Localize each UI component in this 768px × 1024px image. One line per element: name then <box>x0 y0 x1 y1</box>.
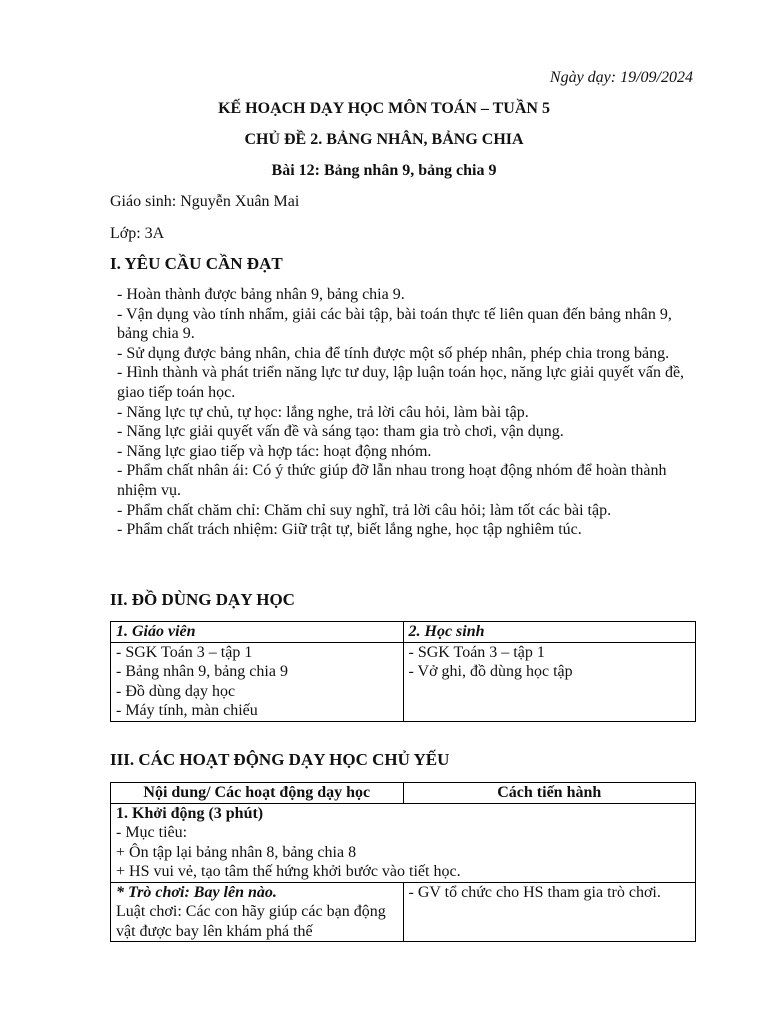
requirement-item: - Sử dụng được bảng nhân, chia để tính được một số phép nhân, phép chia trong bảng. <box>117 344 670 362</box>
teacher-materials-cell <box>111 642 404 721</box>
game-content-cell <box>111 882 404 942</box>
list-item: - Đồ dùng dạy học <box>116 682 236 700</box>
teacher-column-header: 1. Giáo viên <box>111 622 404 643</box>
requirement-item: - Vận dụng vào tính nhẩm, giải các bài tập, bài toán thực tế liên quan đến bảng nhân 9, bảng chia 9. <box>117 305 672 343</box>
list-item: - Bảng nhân 9, bảng chia 9 <box>116 663 288 680</box>
warmup-title: 1. Khởi động (3 phút) <box>116 804 264 822</box>
method-column-header: Cách tiến hành <box>403 783 696 804</box>
table-header-row <box>111 783 696 804</box>
game-rules: Luật chơi: Các con hãy giúp các bạn động vật được bay lên khám phá thế <box>116 903 386 940</box>
section-activities-heading: III. CÁC HOẠT ĐỘNG DẠY HỌC CHỦ YẾU <box>110 750 450 769</box>
game-method-cell <box>403 882 696 942</box>
teacher-name: Giáo sinh: Nguyễn Xuân Mai <box>110 193 300 210</box>
table-row <box>111 642 696 721</box>
list-item: - Máy tính, màn chiếu <box>116 702 258 719</box>
list-item: - Vở ghi, đồ dùng học tập <box>408 663 573 680</box>
requirement-item: - Năng lực giao tiếp và hợp tác: hoạt động nhóm. <box>117 442 432 460</box>
requirement-item: - Phẩm chất chăm chỉ: Chăm chỉ suy nghĩ, trả lời câu hỏi; làm tốt các bài tập. <box>117 501 612 519</box>
list-item: - SGK Toán 3 – tập 1 <box>408 643 545 661</box>
student-column-header: 2. Học sinh <box>403 622 696 643</box>
table-row <box>111 882 696 942</box>
requirement-item: - Hình thành và phát triển năng lực tư duy, lập luận toán học, năng lực giải quyết vấn đề, giao tiếp toán học. <box>117 364 685 401</box>
requirements-list <box>117 285 702 540</box>
plan-title: KẾ HOẠCH DẠY HỌC MÔN TOÁN – TUẦN 5 <box>218 100 550 117</box>
requirement-item: - Năng lực giải quyết vấn đề và sáng tạo: tham gia trò chơi, vận dụng. <box>117 423 564 441</box>
list-item: - Mục tiêu: <box>116 824 188 841</box>
game-method: - GV tổ chức cho HS tham gia trò chơi. <box>408 883 661 901</box>
table-row <box>111 803 696 882</box>
requirement-item: - Phẩm chất nhân ái: Có ý thức giúp đỡ lẫn nhau trong hoạt động nhóm để hoàn thành nhiệm vụ. <box>117 462 667 499</box>
requirement-item: - Phẩm chất trách nhiệm: Giữ trật tự, biết lắng nghe, học tập nghiêm túc. <box>117 521 582 539</box>
table-header-row <box>111 622 696 643</box>
list-item: + HS vui vẻ, tạo tâm thế hứng khởi bước vào tiết học. <box>116 863 461 880</box>
game-title: * Trò chơi: Bay lên nào. <box>116 883 277 901</box>
list-item: - SGK Toán 3 – tập 1 <box>116 643 253 661</box>
requirement-item: - Năng lực tự chủ, tự học: lắng nghe, trả lời câu hỏi, làm bài tập. <box>117 403 529 421</box>
section-requirements-heading: I. YÊU CẦU CẦN ĐẠT <box>110 254 283 273</box>
lesson-date: Ngày dạy: 19/09/2024 <box>549 69 693 86</box>
list-item: + Ôn tập lại bảng nhân 8, bảng chia 8 <box>116 843 357 861</box>
warmup-cell <box>111 803 696 882</box>
activities-table <box>110 782 696 942</box>
class-name: Lớp: 3A <box>110 225 165 242</box>
section-materials-heading: II. ĐỒ DÙNG DẠY HỌC <box>110 590 295 609</box>
materials-table <box>110 621 696 722</box>
topic-title: CHỦ ĐỀ 2. BẢNG NHÂN, BẢNG CHIA <box>244 131 524 148</box>
student-materials-cell <box>403 642 696 721</box>
requirement-item: - Hoàn thành được bảng nhân 9, bảng chia 9. <box>117 286 405 303</box>
content-column-header: Nội dung/ Các hoạt động dạy học <box>111 783 404 804</box>
lesson-title: Bài 12: Bảng nhân 9, bảng chia 9 <box>271 162 497 179</box>
